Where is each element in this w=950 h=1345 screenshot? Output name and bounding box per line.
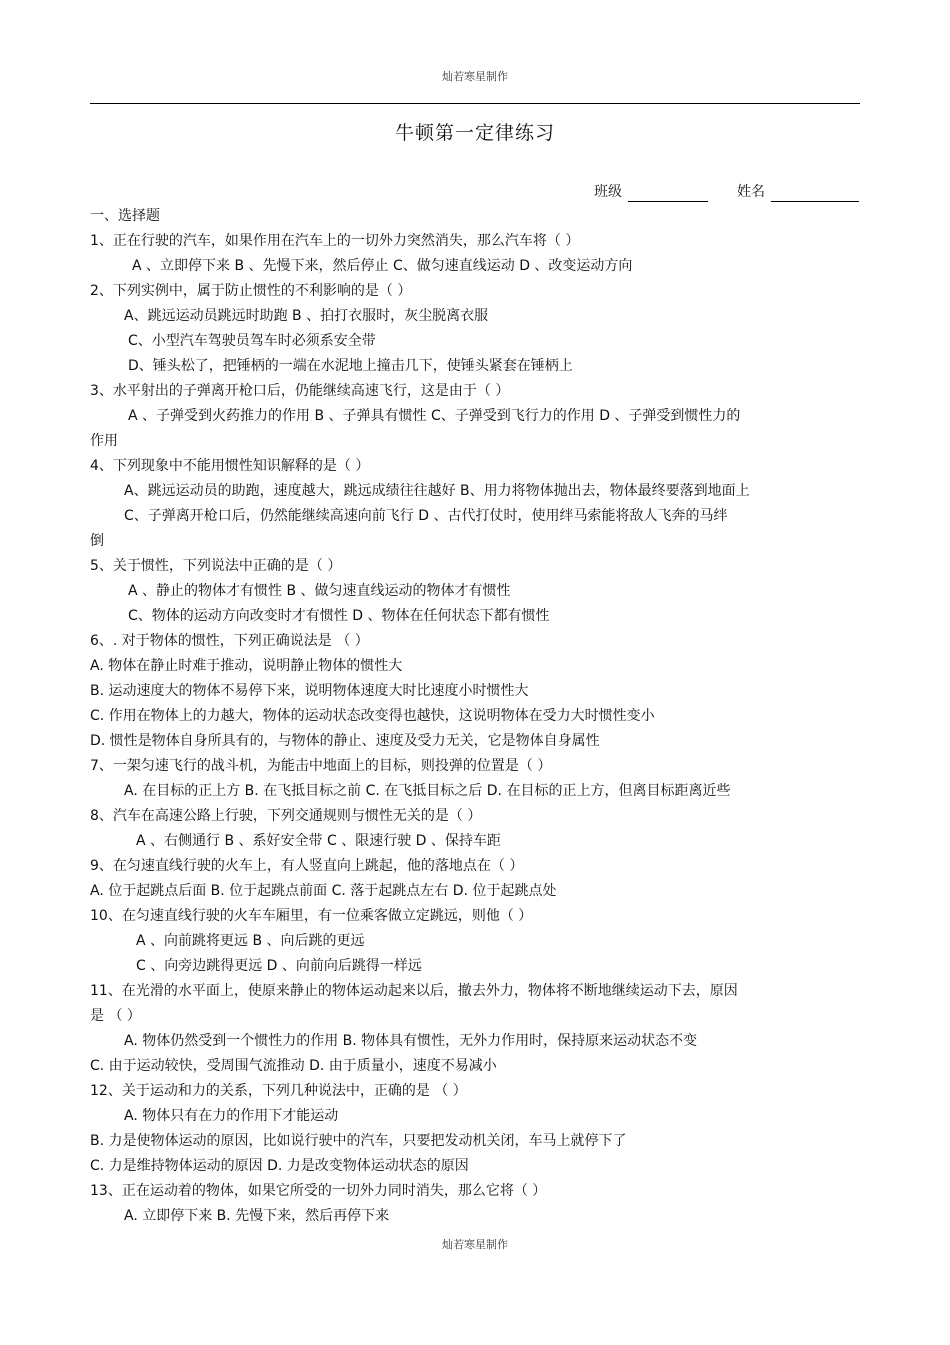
text-line: A. 在目标的正上方 B. 在飞抵目标之前 C. 在飞抵目标之后 D. 在目标的正上方，但离目标距离近些: [124, 783, 731, 799]
text-line: 10、在匀速直线行驶的火车车厢里，有一位乘客做立定跳远，则他（ ）: [90, 908, 533, 924]
text-line: C. 力是维持物体运动的原因 D. 力是改变物体运动状态的原因: [90, 1158, 469, 1174]
text-line: C、子弹离开枪口后，仍然能继续高速向前飞行 D 、古代打仗时，使用绊马索能将敌人飞奔的马绊: [124, 508, 728, 524]
text-line: C、物体的运动方向改变时才有惯性 D 、物体在任何状态下都有惯性: [128, 608, 550, 624]
text-line: 3、水平射出的子弹离开枪口后，仍能继续高速飞行，这是由于（ ）: [90, 383, 510, 399]
text-line: 一、选择题: [90, 208, 160, 224]
text-line: 4、下列现象中不能用惯性知识解释的是（ ）: [90, 458, 370, 474]
page-footer: 灿若寒星制作: [442, 1238, 508, 1251]
text-line: A. 物体只有在力的作用下才能运动: [124, 1108, 339, 1124]
text-line: 11、在光滑的水平面上，使原来静止的物体运动起来以后，撤去外力，物体将不断地继续运动下去，原因: [90, 983, 738, 999]
page-title: 牛顿第一定律练习: [394, 122, 555, 144]
text-line: D. 惯性是物体自身所具有的，与物体的静止、速度及受力无关，它是物体自身属性: [90, 733, 600, 749]
name-label: 姓名: [737, 184, 765, 200]
text-line: 是 （ ）: [90, 1008, 141, 1024]
text-line: 13、正在运动着的物体，如果它所受的一切外力同时消失，那么它将（ ）: [90, 1183, 547, 1199]
text-line: A. 物体仍然受到一个惯性力的作用 B. 物体具有惯性，无外力作用时，保持原来运动状态不变: [124, 1033, 698, 1049]
name-field: [737, 182, 859, 202]
text-line: 作用: [90, 433, 118, 449]
text-line: 2、下列实例中，属于防止惯性的不利影响的是（ ）: [90, 283, 412, 299]
text-line: 1、正在行驶的汽车，如果作用在汽车上的一切外力突然消失，那么汽车将（ ）: [90, 233, 580, 249]
text-line: 倒: [90, 533, 104, 549]
text-line: A. 立即停下来 B. 先慢下来，然后再停下来: [124, 1208, 390, 1224]
text-line: C. 作用在物体上的力越大，物体的运动状态改变得也越快，这说明物体在受力大时惯性变小: [90, 708, 655, 724]
text-line: A、跳远运动员的助跑，速度越大，跳远成绩往往越好 B、用力将物体抛出去，物体最终要落到地面上: [124, 483, 750, 499]
text-line: C. 由于运动较快，受周围气流推动 D. 由于质量小，速度不易减小: [90, 1058, 497, 1074]
text-line: D、锤头松了，把锤柄的一端在水泥地上撞击几下，使锤头紧套在锤柄上: [128, 358, 573, 374]
text-line: A 、向前跳将更远 B 、向后跳的更远: [136, 933, 365, 949]
page-header: 灿若寒星制作: [442, 70, 508, 83]
header-divider: [90, 103, 860, 104]
text-line: A 、子弹受到火药推力的作用 B 、子弹具有惯性 C、子弹受到飞行力的作用 D 、子弹受到惯性力的: [128, 408, 741, 424]
class-blank[interactable]: [628, 185, 708, 202]
text-line: 7、一架匀速飞行的战斗机，为能击中地面上的目标，则投弹的位置是（ ）: [90, 758, 552, 774]
text-line: 9、在匀速直线行驶的火车上，有人竖直向上跳起，他的落地点在（ ）: [90, 858, 524, 874]
text-line: B. 力是使物体运动的原因，比如说行驶中的汽车，只要把发动机关闭，车马上就停下了: [90, 1133, 627, 1149]
text-line: C、小型汽车驾驶员驾车时必须系安全带: [128, 333, 376, 349]
text-line: A 、静止的物体才有惯性 B 、做匀速直线运动的物体才有惯性: [128, 583, 511, 599]
text-line: 5、关于惯性，下列说法中正确的是（ ）: [90, 558, 342, 574]
text-line: 12、关于运动和力的关系，下列几种说法中，正确的是 （ ）: [90, 1083, 467, 1099]
text-line: A 、右侧通行 B 、系好安全带 C 、限速行驶 D 、保持车距: [136, 833, 501, 849]
class-field: [594, 182, 708, 202]
name-blank[interactable]: [771, 185, 859, 202]
text-line: A、跳远运动员跳远时助跑 B 、拍打衣服时，灰尘脱离衣服: [124, 308, 489, 324]
text-line: A 、立即停下来 B 、先慢下来，然后停止 C、做匀速直线运动 D 、改变运动方向: [132, 258, 633, 274]
text-line: A. 位于起跳点后面 B. 位于起跳点前面 C. 落于起跳点左右 D. 位于起跳点处: [90, 883, 557, 899]
text-line: 8、汽车在高速公路上行驶，下列交通规则与惯性无关的是（ ）: [90, 808, 482, 824]
text-line: B. 运动速度大的物体不易停下来，说明物体速度大时比速度小时惯性大: [90, 683, 529, 699]
text-line: 6、. 对于物体的惯性，下列正确说法是 （ ）: [90, 633, 369, 649]
text-line: C 、向旁边跳得更远 D 、向前向后跳得一样远: [136, 958, 422, 974]
class-label: 班级: [594, 184, 622, 200]
text-line: A. 物体在静止时难于推动，说明静止物体的惯性大: [90, 658, 403, 674]
